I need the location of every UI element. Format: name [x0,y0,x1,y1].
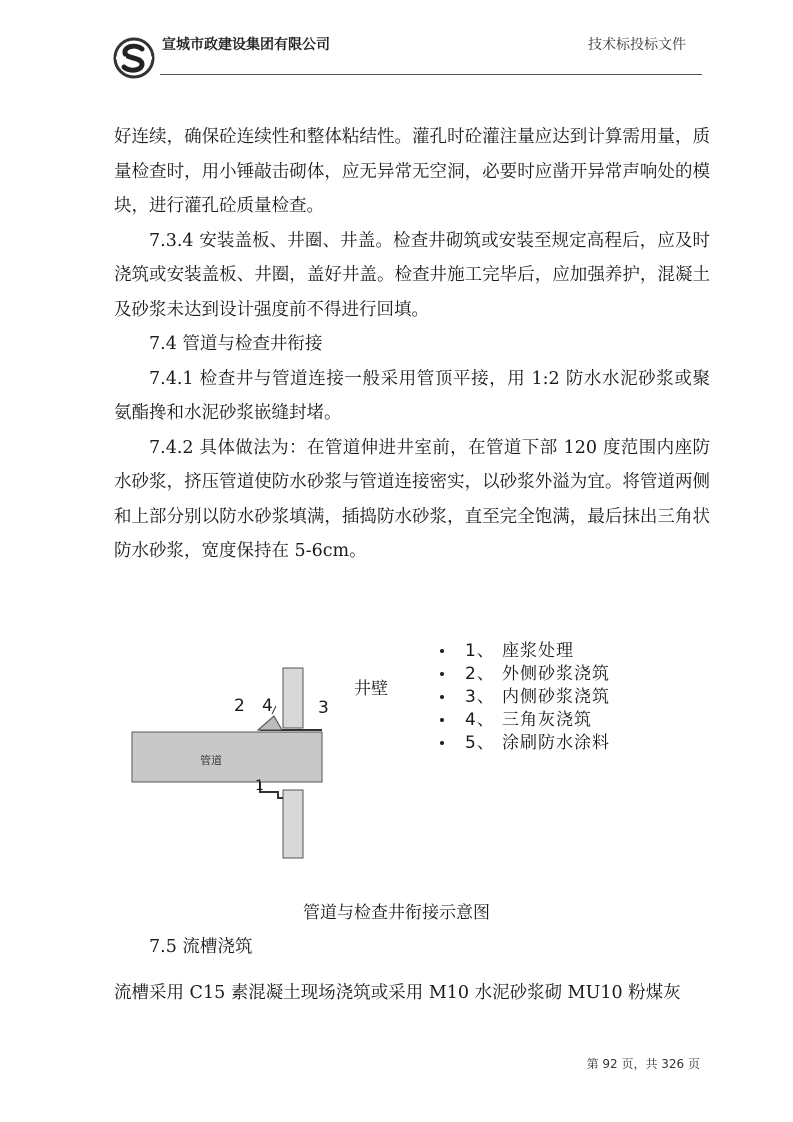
heading-7-4: 7.4 管道与检查井衔接 [149,334,323,354]
heading-7-5: 7.5 流槽浇筑 [149,937,253,957]
company-s-logo-icon [112,36,156,80]
pipe-well-connection-diagram [110,640,710,880]
pipe-label: 管道 [200,754,222,767]
well-wall-lower [283,790,303,858]
diagram-legend [440,640,710,755]
marker-3: 3 [318,698,329,718]
bullet-icon [440,695,444,699]
body-text [114,120,710,569]
legend-text: 座浆处理 [502,641,574,661]
legend-item [440,686,710,709]
diagram-drawing [110,640,440,880]
legend-text: 涂刷防水涂料 [502,733,610,753]
triangle-mortar [258,716,282,730]
legend-number: 2、 [465,664,495,684]
legend-number: 1、 [465,641,495,661]
page-number: 第 92 页，共 326 页 [586,1057,700,1071]
figure-caption: 管道与检查井衔接示意图 [303,903,490,923]
bullet-icon [440,741,444,745]
well-wall-upper [283,668,303,728]
document-type: 技术标投标文件 [588,37,686,53]
bullet-icon [440,718,444,722]
marker-2: 2 [234,696,245,716]
paragraph-7-4-1: 7.4.1 检查井与管道连接一般采用管顶平接，用 1:2 防水水泥砂浆或聚氨酯搀和水泥砂浆嵌缝封堵。 [114,368,710,423]
legend-number: 3、 [465,687,495,707]
bullet-icon [440,672,444,676]
legend-item [440,732,710,755]
legend-text: 三角灰浇筑 [502,710,592,730]
page-header [112,24,702,80]
paragraph-7-5: 流槽采用 C15 素混凝土现场浇筑或采用 M10 水泥砂浆砌 MU10 粉煤灰 [114,983,681,1003]
legend-item [440,709,710,732]
marker-4: 4 [262,696,273,716]
legend-item [440,640,710,663]
legend-number: 5、 [465,733,495,753]
paragraph-7-4-2: 7.4.2 具体做法为：在管道伸进井室前，在管道下部 120 度范围内座防水砂浆，挤压管道使防水砂浆与管道连接密实，以砂浆外溢为宜。将管道两侧和上部分别以防水砂浆填满，插捣防水砂浆，直至完全饱满，最后抹出三角状防水砂浆，宽度保持在 5-6cm。 [114,437,710,561]
marker-1: 1 [255,778,264,794]
header-divider [160,74,702,75]
paragraph-continuation: 好连续，确保砼连续性和整体粘结性。灌孔时砼灌注量应达到计算需用量，质量检查时，用小锤敲击砌体，应无异常无空洞，必要时应凿开异常声响处的模块，进行灌孔砼质量检查。 [114,127,710,216]
legend-item [440,663,710,686]
legend-number: 4、 [465,710,495,730]
pipe-body [132,732,322,782]
legend-text: 内侧砂浆浇筑 [502,687,610,707]
well-wall-label: 井壁 [354,679,388,699]
legend-text: 外侧砂浆浇筑 [502,664,610,684]
bullet-icon [440,649,444,653]
paragraph-7-3-4: 7.3.4 安装盖板、井圈、井盖。检查井砌筑或安装至规定高程后，应及时浇筑或安装盖板、井圈，盖好井盖。检查井施工完毕后，应加强养护，混凝土及砂浆未达到设计强度前不得进行回填。 [114,230,710,320]
company-name: 宣城市政建设集团有限公司 [162,37,330,53]
